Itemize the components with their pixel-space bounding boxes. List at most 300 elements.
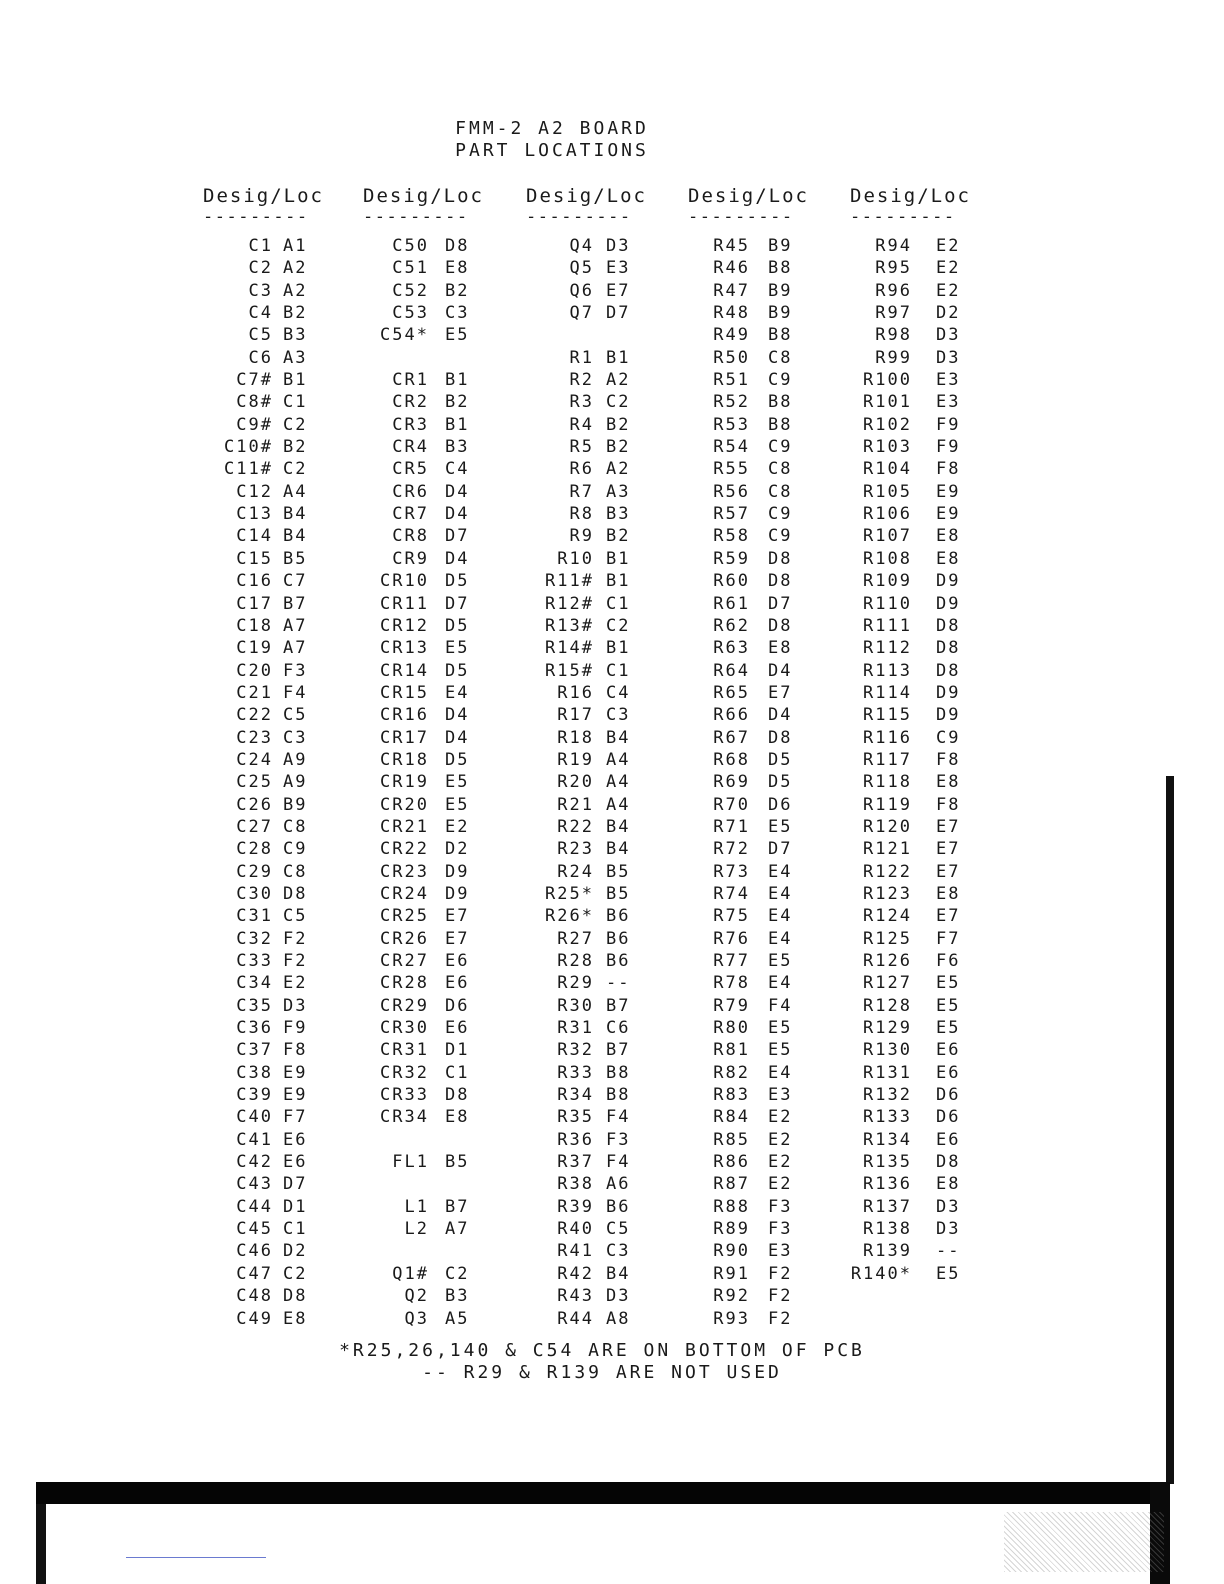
designator: R82 [713, 1062, 750, 1083]
scan-underline-mark [126, 1557, 266, 1558]
table-row [850, 1063, 1000, 1085]
table-row [363, 504, 513, 526]
table-row [526, 1241, 676, 1263]
location: E5 [768, 951, 793, 971]
table-row [203, 348, 353, 370]
designator: R14# [545, 638, 594, 659]
table-row [688, 526, 838, 548]
location: C7 [283, 571, 308, 592]
designator: R8 [569, 504, 594, 525]
designator: C37 [236, 1040, 273, 1061]
location: D3 [936, 325, 961, 346]
table-row [688, 996, 838, 1018]
location: D8 [936, 1152, 961, 1173]
location: B1 [445, 370, 470, 391]
table-row [688, 325, 838, 347]
table-row [526, 996, 676, 1018]
table-row [363, 705, 513, 727]
table-row [688, 1152, 838, 1174]
table-row [526, 504, 676, 526]
location: C2 [606, 615, 631, 636]
designator: R130 [863, 1040, 912, 1061]
designator: C42 [236, 1152, 273, 1173]
designator: C25 [236, 772, 273, 793]
location: D5 [445, 749, 470, 770]
location: C3 [283, 727, 308, 748]
designator: C27 [236, 816, 273, 837]
column-header: Desig/Loc [526, 185, 647, 207]
designator: R103 [863, 437, 912, 458]
column-3 [526, 184, 676, 1331]
designator: R136 [863, 1174, 912, 1195]
designator: CR10 [380, 571, 429, 592]
location: D4 [445, 548, 470, 569]
table-row [203, 258, 353, 280]
table-row [850, 817, 1000, 839]
designator: C31 [236, 906, 273, 927]
location: C1 [445, 1062, 470, 1083]
location: C8 [768, 481, 793, 502]
location: E2 [768, 1107, 793, 1128]
table-row [526, 705, 676, 727]
location: E4 [768, 973, 793, 994]
designator: C38 [236, 1062, 273, 1083]
designator: R90 [713, 1241, 750, 1262]
location: F2 [768, 1286, 793, 1307]
location: C5 [283, 906, 308, 927]
designator: R39 [557, 1196, 594, 1217]
designator: C23 [236, 727, 273, 748]
location: F8 [936, 459, 961, 480]
table-row [526, 1152, 676, 1174]
table-row [850, 258, 1000, 280]
designator: C54* [380, 325, 429, 346]
table-row [363, 817, 513, 839]
table-row [850, 348, 1000, 370]
location: F7 [936, 928, 961, 949]
table-row [203, 638, 353, 660]
table-row [850, 1040, 1000, 1062]
table-row [688, 303, 838, 325]
designator: R121 [863, 839, 912, 860]
designator: R3 [569, 392, 594, 413]
designator: R96 [875, 280, 912, 301]
location: A3 [283, 347, 308, 368]
designator: R88 [713, 1196, 750, 1217]
table-row [363, 750, 513, 772]
designator: R55 [713, 459, 750, 480]
location: C1 [606, 593, 631, 614]
table-row [203, 1085, 353, 1107]
location: B4 [606, 839, 631, 860]
table-row [203, 303, 353, 325]
table-row [688, 973, 838, 995]
location: D3 [936, 347, 961, 368]
designator: C53 [392, 303, 429, 324]
designator: C11# [224, 459, 273, 480]
designator: C35 [236, 995, 273, 1016]
column-2 [363, 184, 513, 1331]
designator: R35 [557, 1107, 594, 1128]
location: D5 [768, 749, 793, 770]
location: E3 [936, 370, 961, 391]
table-row [688, 1219, 838, 1241]
location: B6 [606, 928, 631, 949]
table-row [850, 459, 1000, 481]
location: B2 [283, 437, 308, 458]
designator: CR34 [380, 1107, 429, 1128]
table-row [850, 1085, 1000, 1107]
table-row [203, 772, 353, 794]
document-title [0, 118, 1104, 162]
column-4 [688, 184, 838, 1331]
table-row [526, 1174, 676, 1196]
table-row [526, 839, 676, 861]
location: C9 [936, 727, 961, 748]
designator: R4 [569, 414, 594, 435]
table-row [363, 1018, 513, 1040]
designator: R72 [713, 839, 750, 860]
location: F9 [936, 414, 961, 435]
table-row [850, 1174, 1000, 1196]
designator: R22 [557, 816, 594, 837]
location: B1 [283, 370, 308, 391]
table-row [526, 258, 676, 280]
table-row [203, 1286, 353, 1308]
location: D7 [445, 593, 470, 614]
designator: R80 [713, 1018, 750, 1039]
designator: R68 [713, 749, 750, 770]
designator: C4 [248, 303, 273, 324]
designator: CR3 [392, 414, 429, 435]
table-row [526, 951, 676, 973]
location: D3 [936, 1219, 961, 1240]
location: B4 [606, 1263, 631, 1284]
location: E5 [768, 1018, 793, 1039]
designator: R132 [863, 1085, 912, 1106]
designator: C29 [236, 861, 273, 882]
location: B6 [606, 906, 631, 927]
designator: R38 [557, 1174, 594, 1195]
location: A4 [606, 749, 631, 770]
designator: R57 [713, 504, 750, 525]
location: C3 [445, 303, 470, 324]
location: D3 [283, 995, 308, 1016]
designator: CR29 [380, 995, 429, 1016]
designator: C8# [236, 392, 273, 413]
table-row [688, 236, 838, 258]
table-row [850, 392, 1000, 414]
table-row [688, 1107, 838, 1129]
location: E6 [283, 1152, 308, 1173]
designator: C41 [236, 1129, 273, 1150]
table-row [526, 1264, 676, 1286]
location: E2 [283, 973, 308, 994]
table-row [526, 1040, 676, 1062]
location: E5 [445, 325, 470, 346]
location: B5 [606, 861, 631, 882]
location: F3 [283, 660, 308, 681]
location: B3 [445, 437, 470, 458]
table-row [688, 1309, 838, 1331]
location: B8 [606, 1062, 631, 1083]
designator: CR30 [380, 1018, 429, 1039]
location: A9 [283, 772, 308, 793]
location: D4 [445, 727, 470, 748]
table-row [526, 862, 676, 884]
table-row [203, 616, 353, 638]
location: B8 [768, 414, 793, 435]
title-line-1: FMM-2 A2 BOARD [455, 118, 649, 139]
location: B9 [768, 280, 793, 301]
location: E3 [768, 1085, 793, 1106]
designator: R10 [557, 548, 594, 569]
designator: R61 [713, 593, 750, 614]
designator: R76 [713, 928, 750, 949]
location: E7 [768, 682, 793, 703]
designator: CR25 [380, 906, 429, 927]
table-row [688, 772, 838, 794]
table-row [203, 549, 353, 571]
location: D4 [445, 481, 470, 502]
table-row [850, 906, 1000, 928]
designator: R126 [863, 951, 912, 971]
designator: R16 [557, 682, 594, 703]
footnote-bottom-pcb: *R25,26,140 & C54 ARE ON BOTTOM OF PCB [339, 1340, 865, 1361]
designator: C28 [236, 839, 273, 860]
designator: Q7 [569, 303, 594, 324]
table-row [850, 1152, 1000, 1174]
designator: CR16 [380, 705, 429, 726]
location: F4 [606, 1152, 631, 1173]
scan-bottom-bar [36, 1482, 1156, 1504]
designator: R75 [713, 906, 750, 927]
location: F2 [283, 928, 308, 949]
table-row [850, 236, 1000, 258]
scan-left-strip [36, 1504, 46, 1584]
designator: C3 [248, 280, 273, 301]
location: E8 [283, 1308, 308, 1329]
designator: R28 [557, 951, 594, 971]
location: F3 [606, 1129, 631, 1150]
table-row [688, 504, 838, 526]
location: E5 [936, 1263, 961, 1284]
designator: R45 [713, 236, 750, 256]
designator: C5 [248, 325, 273, 346]
designator: R86 [713, 1152, 750, 1173]
designator: R123 [863, 883, 912, 904]
table-row [850, 951, 1000, 973]
table-row [850, 370, 1000, 392]
table-row [363, 526, 513, 548]
table-row [526, 661, 676, 683]
table-row [850, 594, 1000, 616]
table-row [688, 1286, 838, 1308]
location: F2 [768, 1263, 793, 1284]
location: E3 [936, 392, 961, 413]
location: E6 [445, 973, 470, 994]
location: D3 [936, 1196, 961, 1217]
table-row [203, 750, 353, 772]
designator: R33 [557, 1062, 594, 1083]
table-row [850, 616, 1000, 638]
designator: R24 [557, 861, 594, 882]
location: E5 [768, 816, 793, 837]
location: F4 [283, 682, 308, 703]
table-row [850, 996, 1000, 1018]
designator: R120 [863, 816, 912, 837]
table-row [688, 862, 838, 884]
table-row [363, 1040, 513, 1062]
table-row [526, 281, 676, 303]
table-row [203, 1241, 353, 1263]
designator: R93 [713, 1308, 750, 1329]
designator: Q6 [569, 280, 594, 301]
location: B4 [606, 727, 631, 748]
table-row [688, 884, 838, 906]
designator: CR26 [380, 928, 429, 949]
designator: R20 [557, 772, 594, 793]
column-header: Desig/Loc [363, 185, 484, 207]
designator: C15 [236, 548, 273, 569]
table-row [526, 1219, 676, 1241]
location: E4 [768, 906, 793, 927]
table-row [363, 906, 513, 928]
location: C5 [283, 705, 308, 726]
table-row [203, 795, 353, 817]
designator: C48 [236, 1286, 273, 1307]
table-row [526, 1107, 676, 1129]
designator: R135 [863, 1152, 912, 1173]
location: C9 [283, 839, 308, 860]
location: F8 [936, 749, 961, 770]
location: B2 [445, 392, 470, 413]
location: B5 [606, 883, 631, 904]
table-row [363, 951, 513, 973]
table-row [363, 1286, 513, 1308]
table-row [363, 1197, 513, 1219]
location: A7 [445, 1219, 470, 1240]
location: E7 [936, 816, 961, 837]
table-row [850, 303, 1000, 325]
table-row [363, 594, 513, 616]
table-row [850, 638, 1000, 660]
table-row [526, 638, 676, 660]
designator: R56 [713, 481, 750, 502]
table-row [203, 862, 353, 884]
location: C2 [283, 414, 308, 435]
location: E7 [936, 839, 961, 860]
designator: R25* [545, 883, 594, 904]
table-row [688, 683, 838, 705]
designator: R100 [863, 370, 912, 391]
location: C2 [445, 1263, 470, 1284]
header-rule: --------- [203, 208, 309, 226]
location: A2 [283, 280, 308, 301]
designator: CR19 [380, 772, 429, 793]
table-row [688, 348, 838, 370]
location: D3 [606, 236, 631, 256]
designator: R52 [713, 392, 750, 413]
location: F8 [283, 1040, 308, 1061]
designator: R125 [863, 928, 912, 949]
location: E9 [936, 481, 961, 502]
table-row [526, 549, 676, 571]
location: E2 [768, 1129, 793, 1150]
location: C4 [445, 459, 470, 480]
designator: C44 [236, 1196, 273, 1217]
location: E5 [936, 995, 961, 1016]
table-row [526, 571, 676, 593]
table-row [526, 303, 676, 325]
table-row [688, 951, 838, 973]
column-header: Desig/Loc [688, 185, 809, 207]
table-row [850, 1241, 1000, 1263]
location: E4 [768, 1062, 793, 1083]
table-row [203, 459, 353, 481]
designator: CR7 [392, 504, 429, 525]
designator: R64 [713, 660, 750, 681]
table-row [203, 392, 353, 414]
table-row [363, 571, 513, 593]
table-row [526, 459, 676, 481]
designator: R137 [863, 1196, 912, 1217]
designator: CR28 [380, 973, 429, 994]
designator: R122 [863, 861, 912, 882]
location: D8 [283, 883, 308, 904]
table-row [203, 1040, 353, 1062]
designator: R21 [557, 794, 594, 815]
designator: R1 [569, 347, 594, 368]
table-row [526, 929, 676, 951]
location: D2 [283, 1241, 308, 1262]
location: D6 [445, 995, 470, 1016]
location: B9 [768, 236, 793, 256]
location: E5 [936, 1018, 961, 1039]
location: D8 [768, 615, 793, 636]
location: D5 [445, 615, 470, 636]
table-row [363, 1152, 513, 1174]
table-row [688, 459, 838, 481]
location: E5 [445, 772, 470, 793]
location: E2 [936, 258, 961, 279]
location: B5 [283, 548, 308, 569]
table-row [688, 1264, 838, 1286]
table-row [203, 325, 353, 347]
table-row [363, 348, 513, 370]
table-row [363, 325, 513, 347]
table-row [203, 951, 353, 973]
location: F9 [283, 1018, 308, 1039]
designator: CR33 [380, 1085, 429, 1106]
location: B1 [445, 414, 470, 435]
designator: C6 [248, 347, 273, 368]
location: B2 [606, 437, 631, 458]
designator: CR31 [380, 1040, 429, 1061]
designator: CR24 [380, 883, 429, 904]
designator: C2 [248, 258, 273, 279]
location: D5 [445, 660, 470, 681]
location: F7 [283, 1107, 308, 1128]
table-row [363, 1309, 513, 1331]
designator: C34 [236, 973, 273, 994]
designator: R11# [545, 571, 594, 592]
designator: R59 [713, 548, 750, 569]
table-row [203, 973, 353, 995]
location: D4 [445, 705, 470, 726]
table-row [850, 839, 1000, 861]
location: D9 [445, 861, 470, 882]
